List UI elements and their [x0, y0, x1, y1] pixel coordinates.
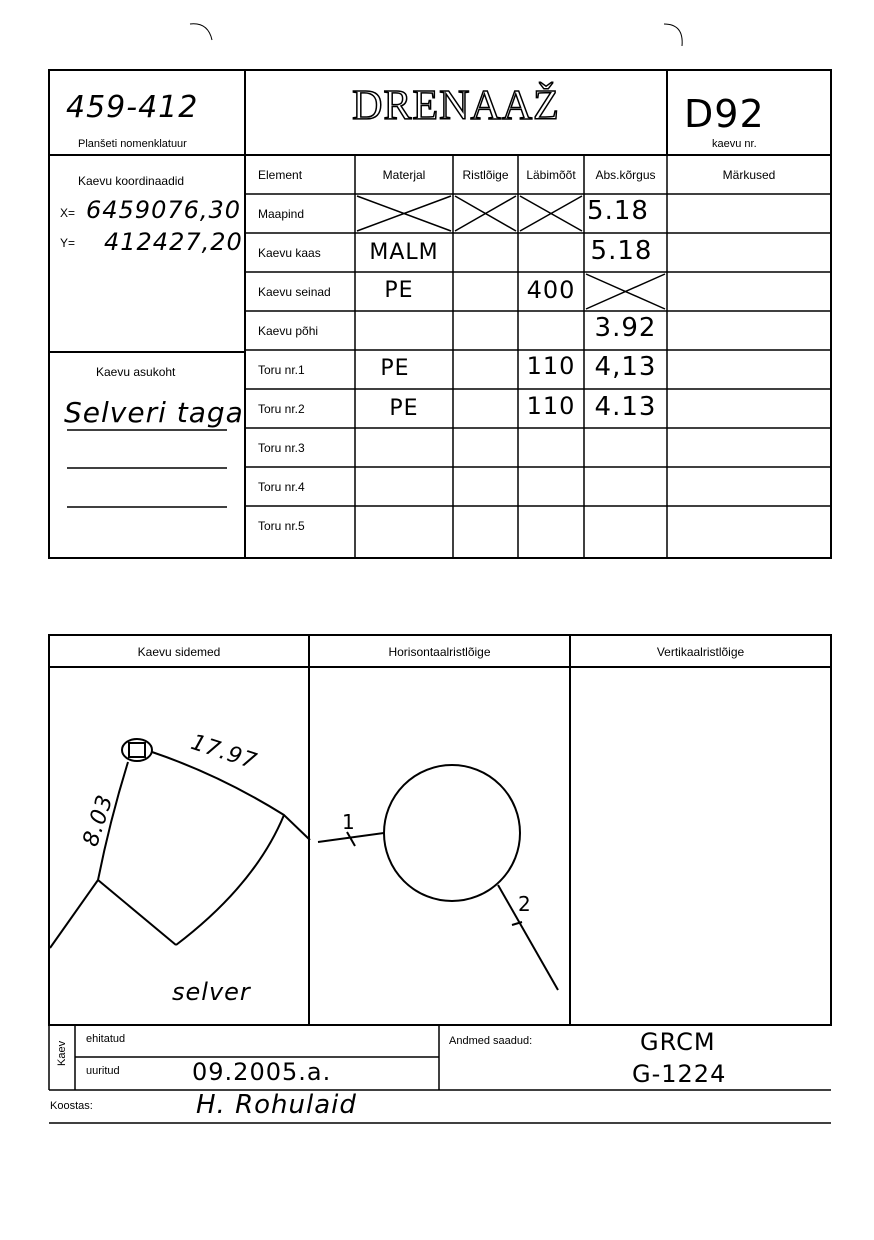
- table-cell-material: PE: [380, 356, 410, 381]
- pipe-2-label: 2: [518, 892, 532, 916]
- x-coordinate: 6459076,30: [86, 196, 242, 224]
- compiled-by-label: Koostas:: [50, 1100, 93, 1112]
- surveyed-date: 09.2005.a.: [192, 1058, 332, 1086]
- coordinates-label: Kaevu koordinaadid: [78, 174, 185, 188]
- table-row-element: Kaevu põhi: [258, 324, 319, 338]
- data-source-label: Andmed saadud:: [449, 1035, 533, 1047]
- distance-label-a: 17.97: [187, 730, 261, 775]
- x-prefix: X=: [60, 206, 76, 220]
- pipe-1-label: 1: [342, 810, 356, 834]
- sketch-header-connections: Kaevu sidemed: [137, 645, 221, 659]
- table-cell-abs-height: 4,13: [594, 352, 657, 382]
- location-value: Selveri taga: [64, 396, 244, 429]
- place-note: selver: [172, 978, 251, 1006]
- table-cell-material: MALM: [369, 240, 439, 265]
- well-number: D92: [684, 92, 765, 136]
- table-cell-material: PE: [384, 278, 414, 303]
- table-row-element: Maapind: [258, 207, 305, 221]
- y-coordinate: 412427,20: [104, 228, 243, 256]
- built-label: ehitatud: [86, 1033, 126, 1045]
- data-source-value-1: GRCM: [640, 1028, 716, 1056]
- col-header-material: Materjal: [382, 168, 426, 182]
- table-cell-diameter: 400: [526, 276, 576, 304]
- table-cell-abs-height: 3.92: [594, 313, 657, 343]
- surveyed-label: uuritud: [86, 1065, 120, 1077]
- table-cell-diameter: 110: [526, 392, 576, 420]
- compiled-by-value: H. Rohulaid: [196, 1090, 357, 1120]
- well-number-label: kaevu nr.: [712, 138, 757, 150]
- side-label: Kaev: [56, 1040, 68, 1066]
- table-row-element: Kaevu seinad: [258, 285, 331, 299]
- table-row-element: Toru nr.5: [258, 519, 305, 533]
- horizontal-section-sketch: [318, 765, 558, 990]
- table-cell-abs-height: 5.18: [590, 236, 653, 266]
- col-header-element: Element: [258, 168, 303, 182]
- page-title: DRENAAŽ: [352, 83, 560, 129]
- sketch-header-horizontal: Horisontaalristlõige: [388, 645, 491, 659]
- table-cell-diameter: 110: [526, 352, 576, 380]
- location-label: Kaevu asukoht: [96, 365, 176, 379]
- table-cell-abs-height: 4.13: [594, 392, 657, 422]
- table-cell-abs-height: 5.18: [587, 196, 649, 226]
- table-row-element: Toru nr.1: [258, 363, 305, 377]
- sheet-number-label: Planšeti nomenklatuur: [78, 138, 187, 150]
- col-header-diameter: Läbimõõt: [526, 168, 576, 182]
- table-cell-material: PE: [389, 396, 419, 421]
- data-source-value-2: G-1224: [632, 1060, 727, 1088]
- table-row-element: Toru nr.2: [258, 402, 305, 416]
- sheet-number: 459-412: [66, 90, 199, 125]
- table-row-element: Toru nr.4: [258, 480, 305, 494]
- col-header-cross-section: Ristlõige: [462, 168, 509, 182]
- table-row-element: Toru nr.3: [258, 441, 305, 455]
- sketch-header-vertical: Vertikaalristlõige: [656, 645, 745, 659]
- y-prefix: Y=: [60, 236, 76, 250]
- col-header-notes: Märkused: [722, 168, 776, 182]
- col-header-abs-height: Abs.kõrgus: [595, 168, 656, 182]
- distance-label-b: 8.03: [78, 791, 119, 850]
- table-row-element: Kaevu kaas: [258, 246, 321, 260]
